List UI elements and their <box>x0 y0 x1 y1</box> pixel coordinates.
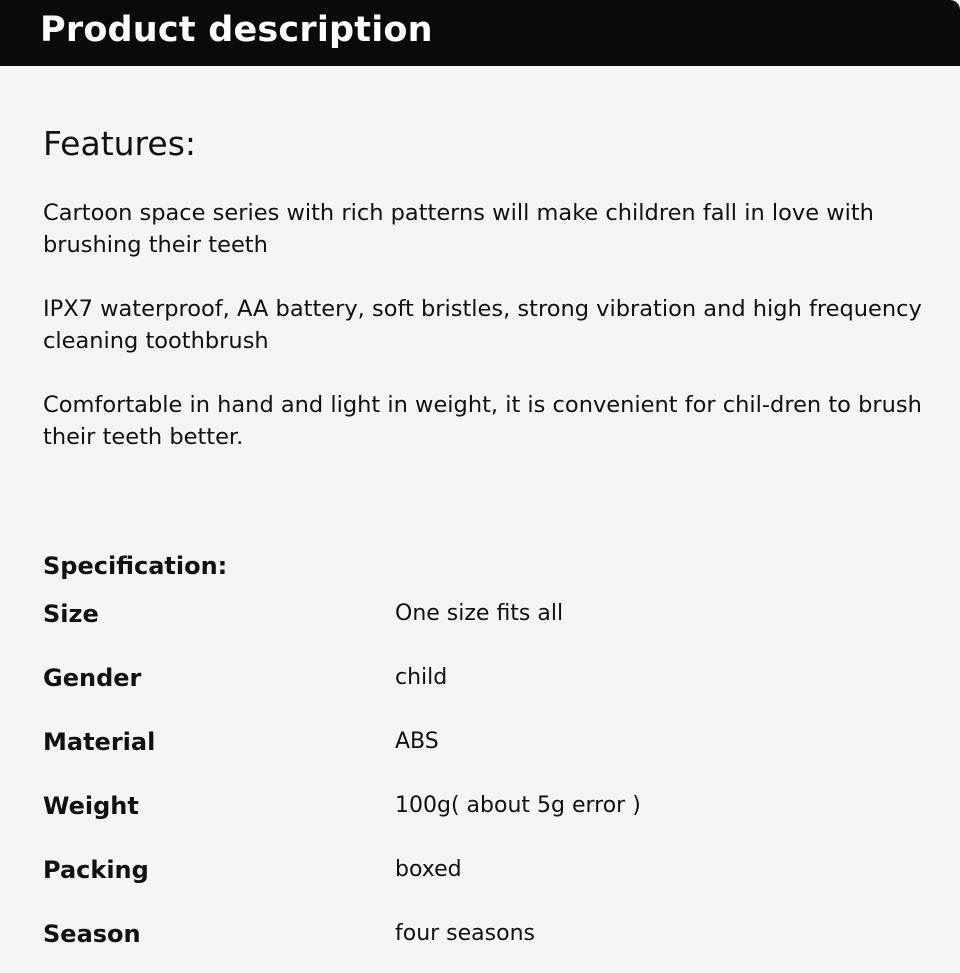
spec-label: Weight <box>43 792 139 820</box>
spec-label: Season <box>43 920 141 948</box>
spec-label: Size <box>43 600 99 628</box>
spec-row-gender <box>43 664 923 704</box>
spec-value: One size fits all <box>395 601 564 626</box>
spec-row-size <box>43 600 923 640</box>
spec-value: child <box>395 665 448 690</box>
feature-item: Cartoon space series with rich patterns will make children fall in love with brushing their teeth <box>43 200 874 258</box>
features-heading: Features: <box>43 124 197 163</box>
spec-label: Gender <box>43 664 142 692</box>
feature-item: Comfortable in hand and light in weight, it is convenient for chil-dren to brush their teeth better. <box>43 392 922 450</box>
specification-heading: Specification: <box>43 552 228 580</box>
feature-item: IPX7 waterproof, AA battery, soft bristles, strong vibration and high frequency cleaning toothbrush <box>43 296 922 354</box>
spec-value: ABS <box>395 729 439 754</box>
spec-row-material <box>43 728 923 768</box>
header-bar <box>0 0 960 66</box>
spec-value: boxed <box>395 857 462 882</box>
spec-label: Material <box>43 728 156 756</box>
spec-row-packing <box>43 856 923 896</box>
spec-row-weight <box>43 792 923 832</box>
spec-value: four seasons <box>395 921 535 946</box>
spec-value: 100g( about 5g error ) <box>395 793 641 818</box>
page-title: Product description <box>40 10 433 50</box>
spec-label: Packing <box>43 856 149 884</box>
spec-row-season <box>43 920 923 960</box>
